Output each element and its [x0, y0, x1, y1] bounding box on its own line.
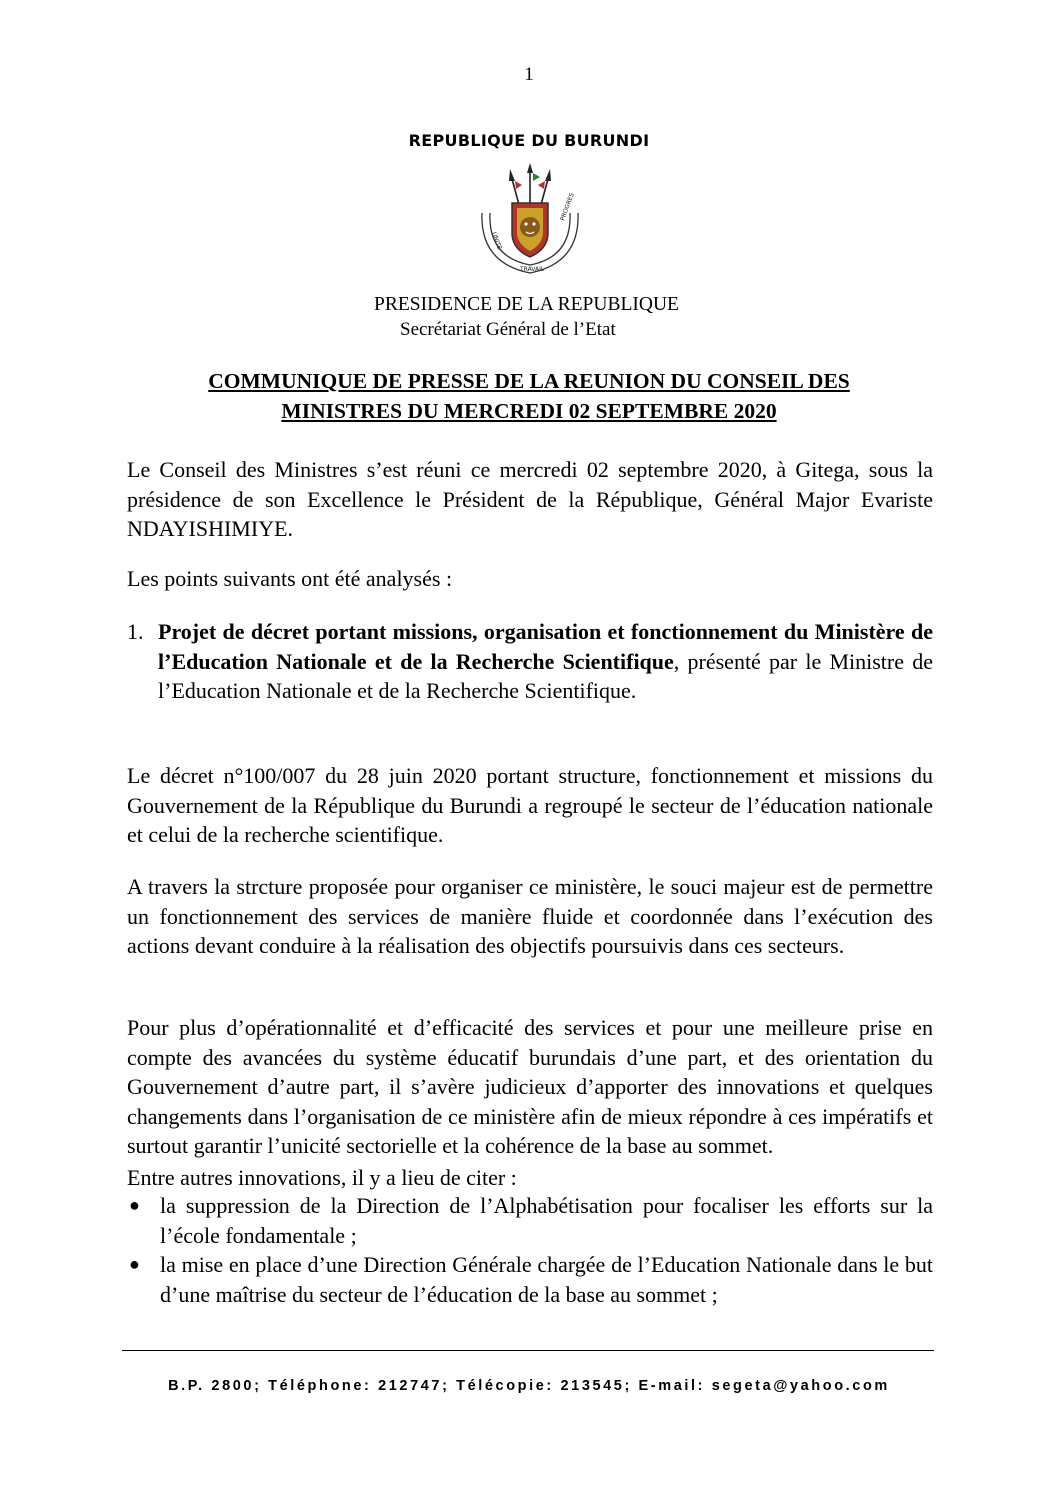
- bullet-icon: ●: [129, 1195, 140, 1215]
- item-number: 1.: [127, 619, 144, 644]
- svg-text:UNITE: UNITE: [490, 231, 503, 251]
- bullet-icon: ●: [129, 1254, 140, 1274]
- agenda-item-1: [127, 617, 933, 706]
- title-line-1: COMMUNIQUE DE PRESSE DE LA REUNION DU CONSEIL DES: [208, 369, 850, 393]
- item-presenter: , présenté par le Ministre de l’Education Nationale et de la Recherche Scientifique.: [158, 648, 934, 703]
- footer-contact: B.P. 2800; Téléphone: 212747; Télécopie: 213545; E-mail: segeta@yahoo.com: [168, 1378, 890, 1394]
- list-item-text: la mise en place d’une Direction Générale chargée de l’Education Nationale dans le but d’une maîtrise du secteur de l’éducation de la base au sommet ;: [160, 1252, 933, 1307]
- item-title: Projet de décret portant missions, organisation et fonctionnement du Ministère de l’Education Nationale et de la Recherche Scientifique: [158, 619, 933, 674]
- list-item: [127, 1250, 933, 1309]
- secretariat-label: Secrétariat Général de l’Etat: [400, 319, 616, 340]
- footer-divider: [122, 1350, 934, 1351]
- burundi-coat-of-arms-icon: [466, 163, 594, 281]
- list-item-text: la suppression de la Direction de l’Alphabétisation pour focaliser les efforts sur la l’école fondamentale ;: [160, 1193, 933, 1248]
- operationnalite-paragraph: Pour plus d’opérationnalité et d’efficacité des services et pour une meilleure prise en compte des avancées du système éducatif burundais d’une part, et des orientation du Gouvernement d’autre part, il s’avère judicieux d’apporter des innovations et quelques changements dans l’organisation de ce ministère afin de mieux répondre à ces impératifs et surtout garantir l’unicité sectorielle et la cohérence de la base au sommet.: [127, 1015, 933, 1158]
- innovations-list: [127, 1191, 933, 1309]
- country-name: REPUBLIQUE DU BURUNDI: [408, 131, 650, 150]
- title-line-2: MINISTRES DU MERCREDI 02 SEPTEMBRE 2020: [281, 399, 777, 423]
- intro-paragraph: Le Conseil des Ministres s’est réuni ce mercredi 02 septembre 2020, à Gitega, sous la présidence de son Excellence le Président de la République, Général Major Evariste NDAYISHIMIYE.: [127, 457, 933, 541]
- list-item: [127, 1191, 933, 1250]
- page-number: 1: [524, 64, 534, 85]
- points-intro: Les points suivants ont été analysés :: [127, 566, 453, 591]
- document-title: [100, 366, 958, 426]
- svg-text:PROGRES: PROGRES: [559, 192, 576, 222]
- structure-paragraph: A travers la strcture proposée pour organiser ce ministère, le souci majeur est de permettre un fonctionnement des services de manière fluide et coordonnée dans l’exécution des actions devant conduire à la réalisation des objectifs poursuivis dans ces secteurs.: [127, 874, 933, 958]
- item-content: [158, 617, 933, 706]
- innovations-intro: Entre autres innovations, il y a lieu de citer :: [127, 1165, 517, 1190]
- svg-text:TRAVAIL: TRAVAIL: [520, 266, 545, 273]
- decret-paragraph: Le décret n°100/007 du 28 juin 2020 portant structure, fonctionnement et missions du Gouvernement de la République du Burundi a regroupé le secteur de l’éducation nationale et celui de la recherche scientifique.: [127, 763, 933, 847]
- presidence-label: PRESIDENCE DE LA REPUBLIQUE: [374, 294, 679, 315]
